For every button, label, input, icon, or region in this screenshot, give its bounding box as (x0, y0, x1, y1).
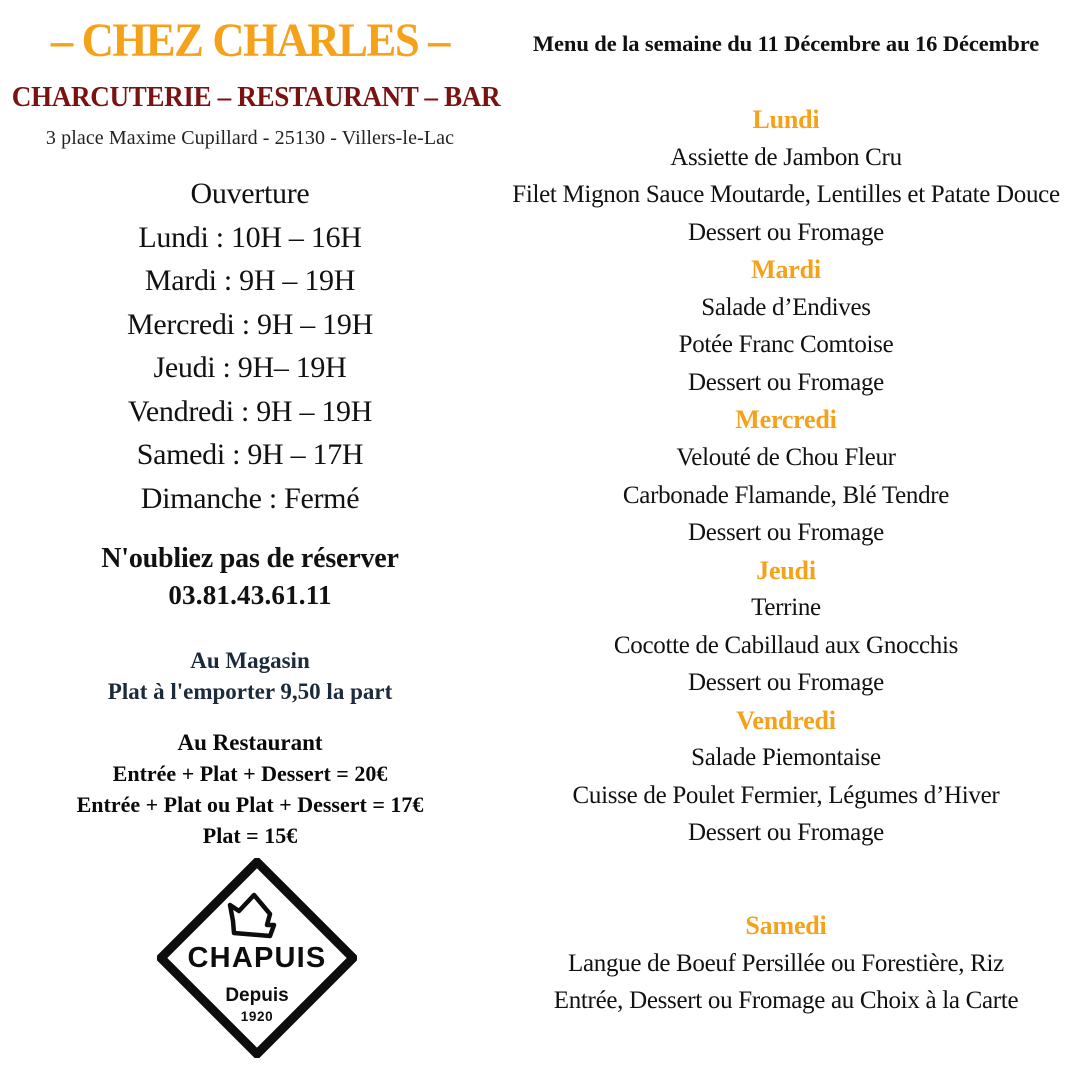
opening-hours-title: Ouverture (190, 177, 310, 210)
dish-dessert: Dessert ou Fromage (688, 368, 884, 396)
dish-starter: Salade Piemontaise (691, 744, 881, 772)
dish-starter: Terrine (751, 594, 821, 622)
menu-day-jeudi (492, 552, 1080, 702)
day-heading: Jeudi (756, 555, 816, 585)
menu-day-samedi (492, 907, 1080, 1020)
opening-hours-saturday: Samedi : 9H – 17H (136, 438, 364, 471)
price-main-only: Plat = 15€ (202, 822, 298, 848)
menu-day-vendredi (492, 702, 1080, 852)
logo-brand-text: CHAPUIS (187, 942, 327, 974)
dish-starter: Velouté de Chou Fleur (676, 444, 896, 472)
day-heading: Mardi (751, 255, 821, 285)
menu-day-lundi (492, 101, 1080, 251)
chapuis-logo (157, 858, 357, 1058)
opening-hours-wednesday: Mercredi : 9H – 19H (127, 307, 373, 341)
day-heading: Vendredi (736, 705, 836, 735)
reservation-headline: N'oubliez pas de réserver (101, 543, 399, 574)
opening-hours-section (0, 172, 500, 520)
dish-main: Filet Mignon Sauce Moutarde, Lentilles et Patate Douce (512, 181, 1060, 209)
menu-week-title: Menu de la semaine du 11 Décembre au 16 Décembre (532, 31, 1040, 56)
dish-main: Langue de Boeuf Persillée ou Forestière, Riz (568, 949, 1004, 977)
dish-main: Cuisse de Poulet Fermier, Légumes d’Hiver (572, 781, 1000, 809)
restaurant-name: – CHEZ CHARLES – (50, 14, 450, 67)
weekly-menu-list (492, 101, 1080, 1020)
dish-main: Cocotte de Cabillaud aux Gnocchis (613, 631, 959, 659)
chalet-icon (230, 895, 274, 936)
dish-starter: Assiette de Jambon Cru (670, 143, 902, 171)
price-two-course: Entrée + Plat ou Plat + Dessert = 17€ (76, 791, 424, 817)
dish-choice: Entrée, Dessert ou Fromage au Choix à la Carte (553, 987, 1019, 1015)
restaurant-pricing-section (0, 727, 500, 852)
menu-day-mercredi (492, 401, 1080, 551)
dish-dessert: Dessert ou Fromage (688, 819, 884, 847)
dish-main: Carbonade Flamande, Blé Tendre (622, 481, 950, 509)
opening-hours-tuesday: Mardi : 9H – 19H (144, 264, 356, 297)
dish-dessert: Dessert ou Fromage (688, 218, 884, 246)
opening-hours-sunday: Dimanche : Fermé (140, 481, 360, 515)
day-heading: Mercredi (735, 405, 837, 435)
shop-takeaway-price: Plat à l'emporter 9,50 la part (107, 679, 393, 705)
opening-hours-friday: Vendredi : 9H – 19H (127, 394, 373, 428)
price-full-menu: Entrée + Plat + Dessert = 20€ (112, 761, 388, 787)
left-column (0, 0, 500, 1080)
reservation-section (0, 540, 500, 613)
menu-day-mardi (492, 251, 1080, 401)
restaurant-address: 3 place Maxime Cupillard - 25130 - Villers-le-Lac (45, 127, 455, 149)
dish-main: Potée Franc Comtoise (678, 331, 894, 359)
dish-dessert: Dessert ou Fromage (688, 669, 884, 697)
day-heading: Lundi (752, 105, 820, 134)
restaurant-heading: Au Restaurant (177, 730, 323, 755)
logo-since-year: 1920 (240, 1009, 274, 1024)
opening-hours-thursday: Jeudi : 9H– 19H (153, 351, 347, 384)
menu-spacer (492, 852, 1080, 907)
dish-dessert: Dessert ou Fromage (688, 519, 884, 547)
restaurant-tagline: CHARCUTERIE – RESTAURANT – BAR (11, 82, 501, 113)
reservation-phone[interactable]: 03.81.43.61.11 (168, 579, 332, 610)
logo-since-label: Depuis (225, 985, 289, 1006)
shop-heading: Au Magasin (190, 648, 310, 673)
dish-starter: Salade d’Endives (701, 293, 871, 321)
right-column (492, 0, 1080, 1080)
opening-hours-monday: Lundi : 10H – 16H (138, 220, 362, 254)
day-heading: Samedi (745, 910, 827, 940)
shop-pricing-section (0, 645, 500, 707)
